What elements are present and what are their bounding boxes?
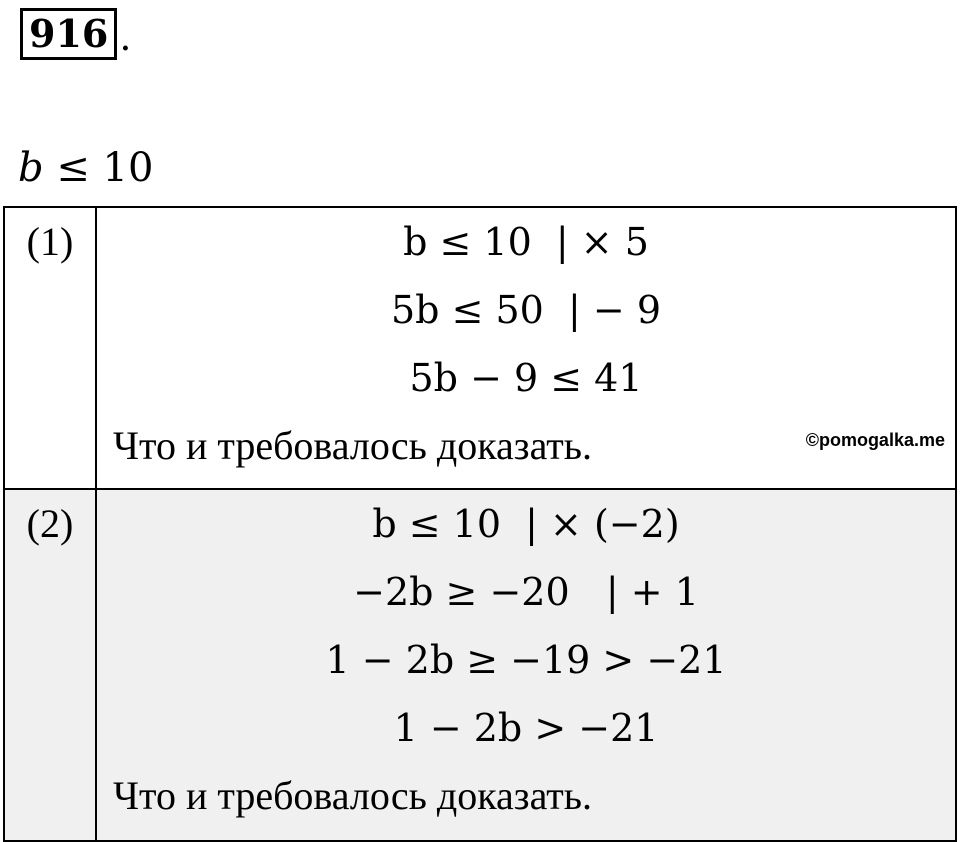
conclusion-2: Что и требовалось доказать. — [113, 773, 593, 818]
conclusion-1: Что и требовалось доказать. — [113, 423, 593, 468]
part-label-2: (2) — [4, 489, 96, 841]
steps-1 — [97, 208, 955, 424]
step: b ≤ 10 | × 5 — [403, 220, 649, 264]
step: 5b ≤ 50 | − 9 — [391, 288, 661, 332]
step: 1 − 2b > −21 — [393, 706, 659, 750]
given-condition — [18, 145, 153, 191]
part-body-2 — [96, 489, 956, 841]
given-inequality: ≤ 10 — [43, 145, 154, 191]
step: b ≤ 10 | × (−2) — [372, 502, 680, 546]
part-body-1 — [96, 207, 956, 489]
solution-table — [3, 206, 957, 842]
given-variable: b — [18, 145, 44, 191]
problem-number-box: 916 — [20, 8, 117, 60]
solution-row-2 — [4, 489, 956, 841]
problem-number — [20, 8, 131, 60]
solution-row-1 — [4, 207, 956, 489]
step: −2b ≥ −20 | + 1 — [353, 570, 699, 614]
step: 1 − 2b ≥ −19 > −21 — [325, 638, 727, 682]
watermark: ©pomogalka.me — [805, 430, 945, 450]
part-label-1: (1) — [4, 207, 96, 489]
step: 5b − 9 ≤ 41 — [409, 356, 643, 400]
steps-2 — [97, 490, 955, 774]
problem-number-dot: . — [119, 15, 132, 59]
